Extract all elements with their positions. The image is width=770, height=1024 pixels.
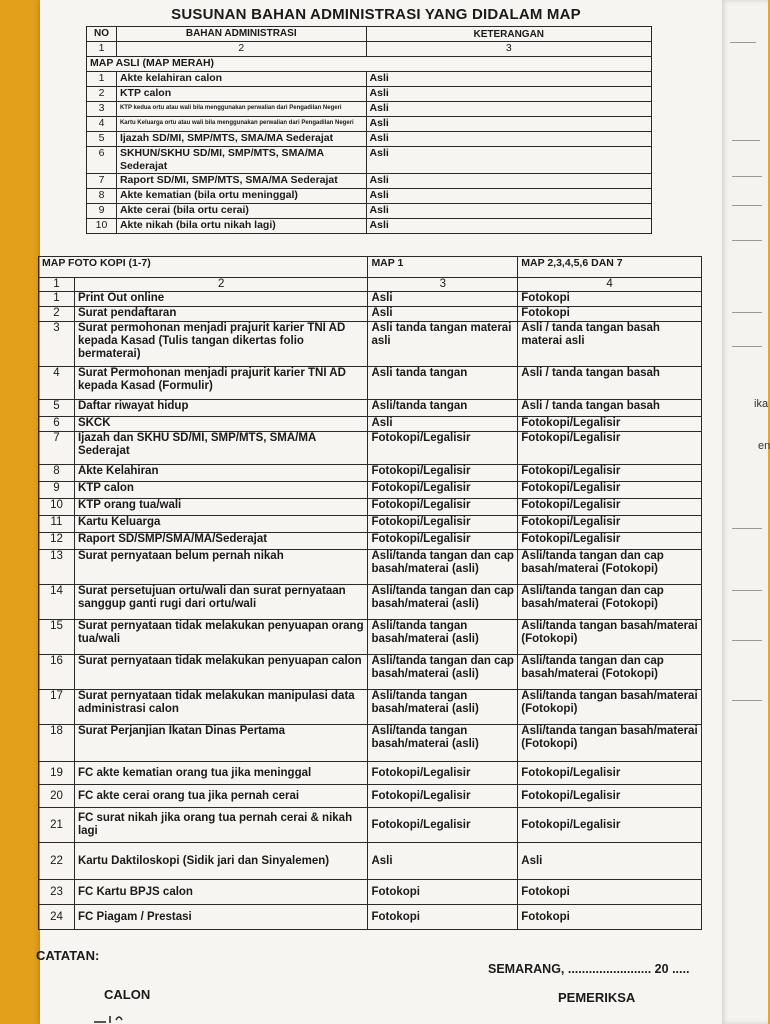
- table-row: [39, 808, 702, 843]
- row-number: 22: [39, 843, 75, 880]
- map1-note: Fotokopi/Legalisir: [368, 762, 518, 785]
- document-name: FC Kartu BPJS calon: [74, 880, 368, 905]
- map1-note: Fotokopi/Legalisir: [368, 533, 518, 550]
- table-header-row: [87, 27, 652, 42]
- map2-7-note: Asli/tanda tangan dan cap basah/materai (Fotokopi): [518, 550, 702, 585]
- index-cell: 2: [116, 42, 366, 57]
- map2-7-note: Fotokopi/Legalisir: [518, 417, 702, 432]
- map1-note: Asli/tanda tangan dan cap basah/materai (asli): [368, 585, 518, 620]
- row-number: 4: [39, 367, 75, 400]
- map2-7-note: Fotokopi/Legalisir: [518, 533, 702, 550]
- map1-note: Asli/tanda tangan basah/materai (asli): [368, 690, 518, 725]
- table-header-row: [39, 257, 702, 278]
- document-note: Asli: [366, 117, 651, 132]
- map2-7-note: Fotokopi/Legalisir: [518, 499, 702, 516]
- table-row: [39, 417, 702, 432]
- row-number: 1: [87, 72, 117, 87]
- map2-7-note: Fotokopi: [518, 307, 702, 322]
- table-row: [39, 690, 702, 725]
- table-row: [87, 102, 652, 117]
- map2-7-note: Fotokopi: [518, 292, 702, 307]
- row-number: 8: [87, 189, 117, 204]
- document-name: Kartu Daktiloskopi (Sidik jari dan Sinyalemen): [74, 843, 368, 880]
- row-number: 24: [39, 905, 75, 930]
- row-number: 16: [39, 655, 75, 690]
- document-name: Akte nikah (bila ortu nikah lagi): [116, 219, 366, 234]
- map2-7-note: Asli / tanda tangan basah: [518, 367, 702, 400]
- map1-note: Asli: [368, 417, 518, 432]
- document-name: Surat Permohonan menjadi prajurit karier TNI AD kepada Kasad (Formulir): [74, 367, 368, 400]
- row-number: 7: [39, 432, 75, 465]
- index-cell: 1: [39, 278, 75, 292]
- row-number: 6: [87, 147, 117, 174]
- map1-note: Fotokopi/Legalisir: [368, 482, 518, 499]
- document-name: Surat pernyataan tidak melakukan penyuapan calon: [74, 655, 368, 690]
- map1-note: Asli: [368, 292, 518, 307]
- map1-note: Fotokopi/Legalisir: [368, 808, 518, 843]
- document-name: Kartu Keluarga: [74, 516, 368, 533]
- table-row: [39, 465, 702, 482]
- map1-note: Fotokopi/Legalisir: [368, 465, 518, 482]
- table-row: [39, 550, 702, 585]
- map1-note: Fotokopi/Legalisir: [368, 499, 518, 516]
- table-row: [39, 785, 702, 808]
- row-number: 2: [39, 307, 75, 322]
- table-row: [39, 585, 702, 620]
- map2-7-note: Fotokopi/Legalisir: [518, 482, 702, 499]
- document-note: Asli: [366, 147, 651, 174]
- map2-7-note: Fotokopi: [518, 880, 702, 905]
- map1-note: Asli tanda tangan materai asli: [368, 322, 518, 367]
- row-number: 12: [39, 533, 75, 550]
- table-row: [39, 620, 702, 655]
- document-name: Ijazah SD/MI, SMP/MTS, SMA/MA Sederajat: [116, 132, 366, 147]
- index-cell: 3: [366, 42, 651, 57]
- row-number: 11: [39, 516, 75, 533]
- document-note: Asli: [366, 132, 651, 147]
- map1-note: Fotokopi/Legalisir: [368, 432, 518, 465]
- map1-note: Fotokopi/Legalisir: [368, 516, 518, 533]
- document-name: Surat pernyataan tidak melakukan penyuapan orang tua/wali: [74, 620, 368, 655]
- table-row: [87, 147, 652, 174]
- index-cell: 3: [368, 278, 518, 292]
- document-name: Surat permohonan menjadi prajurit karier TNI AD kepada Kasad (Tulis tangan dikertas folio bermaterai): [74, 322, 368, 367]
- row-number: 17: [39, 690, 75, 725]
- row-number: 8: [39, 465, 75, 482]
- table-row: [39, 400, 702, 417]
- document-note: Asli: [366, 189, 651, 204]
- map2-7-note: Fotokopi/Legalisir: [518, 808, 702, 843]
- table-row: [87, 204, 652, 219]
- document-name: FC akte cerai orang tua jika pernah cerai: [74, 785, 368, 808]
- column-header-map1: MAP 1: [368, 257, 518, 278]
- map2-7-note: Asli/tanda tangan dan cap basah/materai (Fotokopi): [518, 585, 702, 620]
- document-name: Daftar riwayat hidup: [74, 400, 368, 417]
- table-row: [87, 87, 652, 102]
- table-row: [87, 219, 652, 234]
- table-row: [39, 843, 702, 880]
- table-index-row: [39, 278, 702, 292]
- original-documents-table: [86, 26, 652, 234]
- row-number: 5: [87, 132, 117, 147]
- map2-7-note: Asli / tanda tangan basah: [518, 400, 702, 417]
- side-text: en: [758, 440, 770, 452]
- row-number: 3: [87, 102, 117, 117]
- table-row: [39, 516, 702, 533]
- document-name: Akte kematian (bila ortu meninggal): [116, 189, 366, 204]
- document-note: Asli: [366, 102, 651, 117]
- table-row: [87, 189, 652, 204]
- map2-7-note: Fotokopi/Legalisir: [518, 432, 702, 465]
- column-header-map2-7: MAP 2,3,4,5,6 DAN 7: [518, 257, 702, 278]
- photocopy-documents-table: [38, 256, 702, 930]
- document-name: Raport SD/MI, SMP/MTS, SMA/MA Sederajat: [116, 174, 366, 189]
- table-row: [39, 880, 702, 905]
- document-name: Surat pernyataan tidak melakukan manipulasi data administrasi calon: [74, 690, 368, 725]
- document-note: Asli: [366, 204, 651, 219]
- map2-7-note: Fotokopi/Legalisir: [518, 516, 702, 533]
- index-cell: 1: [87, 42, 117, 57]
- index-cell: 4: [518, 278, 702, 292]
- column-header-bahan: BAHAN ADMINISTRASI: [116, 27, 366, 42]
- map2-7-note: Fotokopi/Legalisir: [518, 762, 702, 785]
- column-header-map-foto-kopi: MAP FOTO KOPI (1-7): [39, 257, 368, 278]
- map2-7-note: Asli: [518, 843, 702, 880]
- map2-7-note: Asli / tanda tangan basah materai asli: [518, 322, 702, 367]
- section-label: MAP ASLI (MAP MERAH): [87, 57, 652, 72]
- table-row: [39, 725, 702, 762]
- map2-7-note: Asli/tanda tangan basah/materai (Fotokopi): [518, 725, 702, 762]
- examiner-signature-label: PEMERIKSA: [558, 990, 636, 1005]
- table-row: [87, 132, 652, 147]
- row-number: 21: [39, 808, 75, 843]
- table-row: [39, 367, 702, 400]
- notes-label: CATATAN:: [36, 948, 100, 963]
- document-note: Asli: [366, 87, 651, 102]
- map2-7-note: Asli/tanda tangan basah/materai (Fotokopi): [518, 690, 702, 725]
- map2-7-note: Fotokopi/Legalisir: [518, 465, 702, 482]
- table-row: [39, 432, 702, 465]
- row-number: 13: [39, 550, 75, 585]
- table-index-row: [87, 42, 652, 57]
- row-number: 1: [39, 292, 75, 307]
- document-name: Kartu Keluarga ortu atau wali bila menggunakan perwalian dari Pengadilan Negeri: [116, 117, 366, 132]
- map1-note: Asli/tanda tangan dan cap basah/materai (asli): [368, 550, 518, 585]
- row-number: 6: [39, 417, 75, 432]
- row-number: 4: [87, 117, 117, 132]
- row-number: 5: [39, 400, 75, 417]
- place-date-line: SEMARANG, ........................ 20 .....: [488, 962, 690, 976]
- document-name: FC Piagam / Prestasi: [74, 905, 368, 930]
- document-name: Akte Kelahiran: [74, 465, 368, 482]
- document-name: KTP kedua ortu atau wali bila menggunakan perwalian dari Pengadilan Negeri: [116, 102, 366, 117]
- row-number: 14: [39, 585, 75, 620]
- map1-note: Asli: [368, 843, 518, 880]
- document-name: Surat persetujuan ortu/wali dan surat pernyataan sanggup ganti rugi dari ortu/wali: [74, 585, 368, 620]
- column-header-keterangan: KETERANGAN: [366, 27, 651, 42]
- table-row: [39, 905, 702, 930]
- signature-scribble: [92, 1012, 152, 1024]
- map1-note: Fotokopi/Legalisir: [368, 785, 518, 808]
- row-number: 18: [39, 725, 75, 762]
- row-number: 2: [87, 87, 117, 102]
- document-name: Surat pernyataan belum pernah nikah: [74, 550, 368, 585]
- document-name: KTP calon: [74, 482, 368, 499]
- table-row: [87, 72, 652, 87]
- map1-note: Asli: [368, 307, 518, 322]
- row-number: 10: [87, 219, 117, 234]
- map1-note: Asli/tanda tangan basah/materai (asli): [368, 725, 518, 762]
- table-row: [87, 174, 652, 189]
- row-number: 3: [39, 322, 75, 367]
- row-number: 20: [39, 785, 75, 808]
- document-name: SKHUN/SKHU SD/MI, SMP/MTS, SMA/MA Sederajat: [116, 147, 366, 174]
- document-note: Asli: [366, 174, 651, 189]
- document-name: Ijazah dan SKHU SD/MI, SMP/MTS, SMA/MA Sederajat: [74, 432, 368, 465]
- document-name: Print Out online: [74, 292, 368, 307]
- table-row: [39, 292, 702, 307]
- row-number: 9: [87, 204, 117, 219]
- document-name: SKCK: [74, 417, 368, 432]
- row-number: 23: [39, 880, 75, 905]
- column-header-no: NO: [87, 27, 117, 42]
- map2-7-note: Fotokopi: [518, 905, 702, 930]
- row-number: 7: [87, 174, 117, 189]
- row-number: 15: [39, 620, 75, 655]
- document-name: Surat pendaftaran: [74, 307, 368, 322]
- map1-note: Asli/tanda tangan dan cap basah/materai (asli): [368, 655, 518, 690]
- table-row: [39, 762, 702, 785]
- document-note: Asli: [366, 72, 651, 87]
- document-name: Akte kelahiran calon: [116, 72, 366, 87]
- map2-7-note: Asli/tanda tangan dan cap basah/materai (Fotokopi): [518, 655, 702, 690]
- table-row: [39, 322, 702, 367]
- document-name: FC surat nikah jika orang tua pernah cerai & nikah lagi: [74, 808, 368, 843]
- document-name: Akte cerai (bila ortu cerai): [116, 204, 366, 219]
- table-row: [87, 117, 652, 132]
- map1-note: Asli/tanda tangan: [368, 400, 518, 417]
- row-number: 10: [39, 499, 75, 516]
- map1-note: Asli/tanda tangan basah/materai (asli): [368, 620, 518, 655]
- map2-7-note: Fotokopi/Legalisir: [518, 785, 702, 808]
- document-name: KTP calon: [116, 87, 366, 102]
- index-cell: 2: [74, 278, 368, 292]
- map1-note: Asli tanda tangan: [368, 367, 518, 400]
- table-row: [39, 499, 702, 516]
- document-name: Raport SD/SMP/SMA/MA/Sederajat: [74, 533, 368, 550]
- row-number: 19: [39, 762, 75, 785]
- table-row: [39, 655, 702, 690]
- map1-note: Fotokopi: [368, 905, 518, 930]
- document-name: Surat Perjanjian Ikatan Dinas Pertama: [74, 725, 368, 762]
- side-text: ika: [754, 398, 769, 410]
- table-row: [39, 307, 702, 322]
- document-title: SUSUNAN BAHAN ADMINISTRASI YANG DIDALAM MAP: [171, 6, 581, 23]
- section-row: [87, 57, 652, 72]
- document-name: KTP orang tua/wali: [74, 499, 368, 516]
- document-note: Asli: [366, 219, 651, 234]
- table-row: [39, 482, 702, 499]
- candidate-signature-label: CALON: [104, 987, 151, 1002]
- table-body: [39, 292, 702, 930]
- map1-note: Fotokopi: [368, 880, 518, 905]
- document-name: FC akte kematian orang tua jika meninggal: [74, 762, 368, 785]
- table-body: [87, 72, 652, 234]
- table-row: [39, 533, 702, 550]
- map2-7-note: Asli/tanda tangan basah/materai (Fotokopi): [518, 620, 702, 655]
- row-number: 9: [39, 482, 75, 499]
